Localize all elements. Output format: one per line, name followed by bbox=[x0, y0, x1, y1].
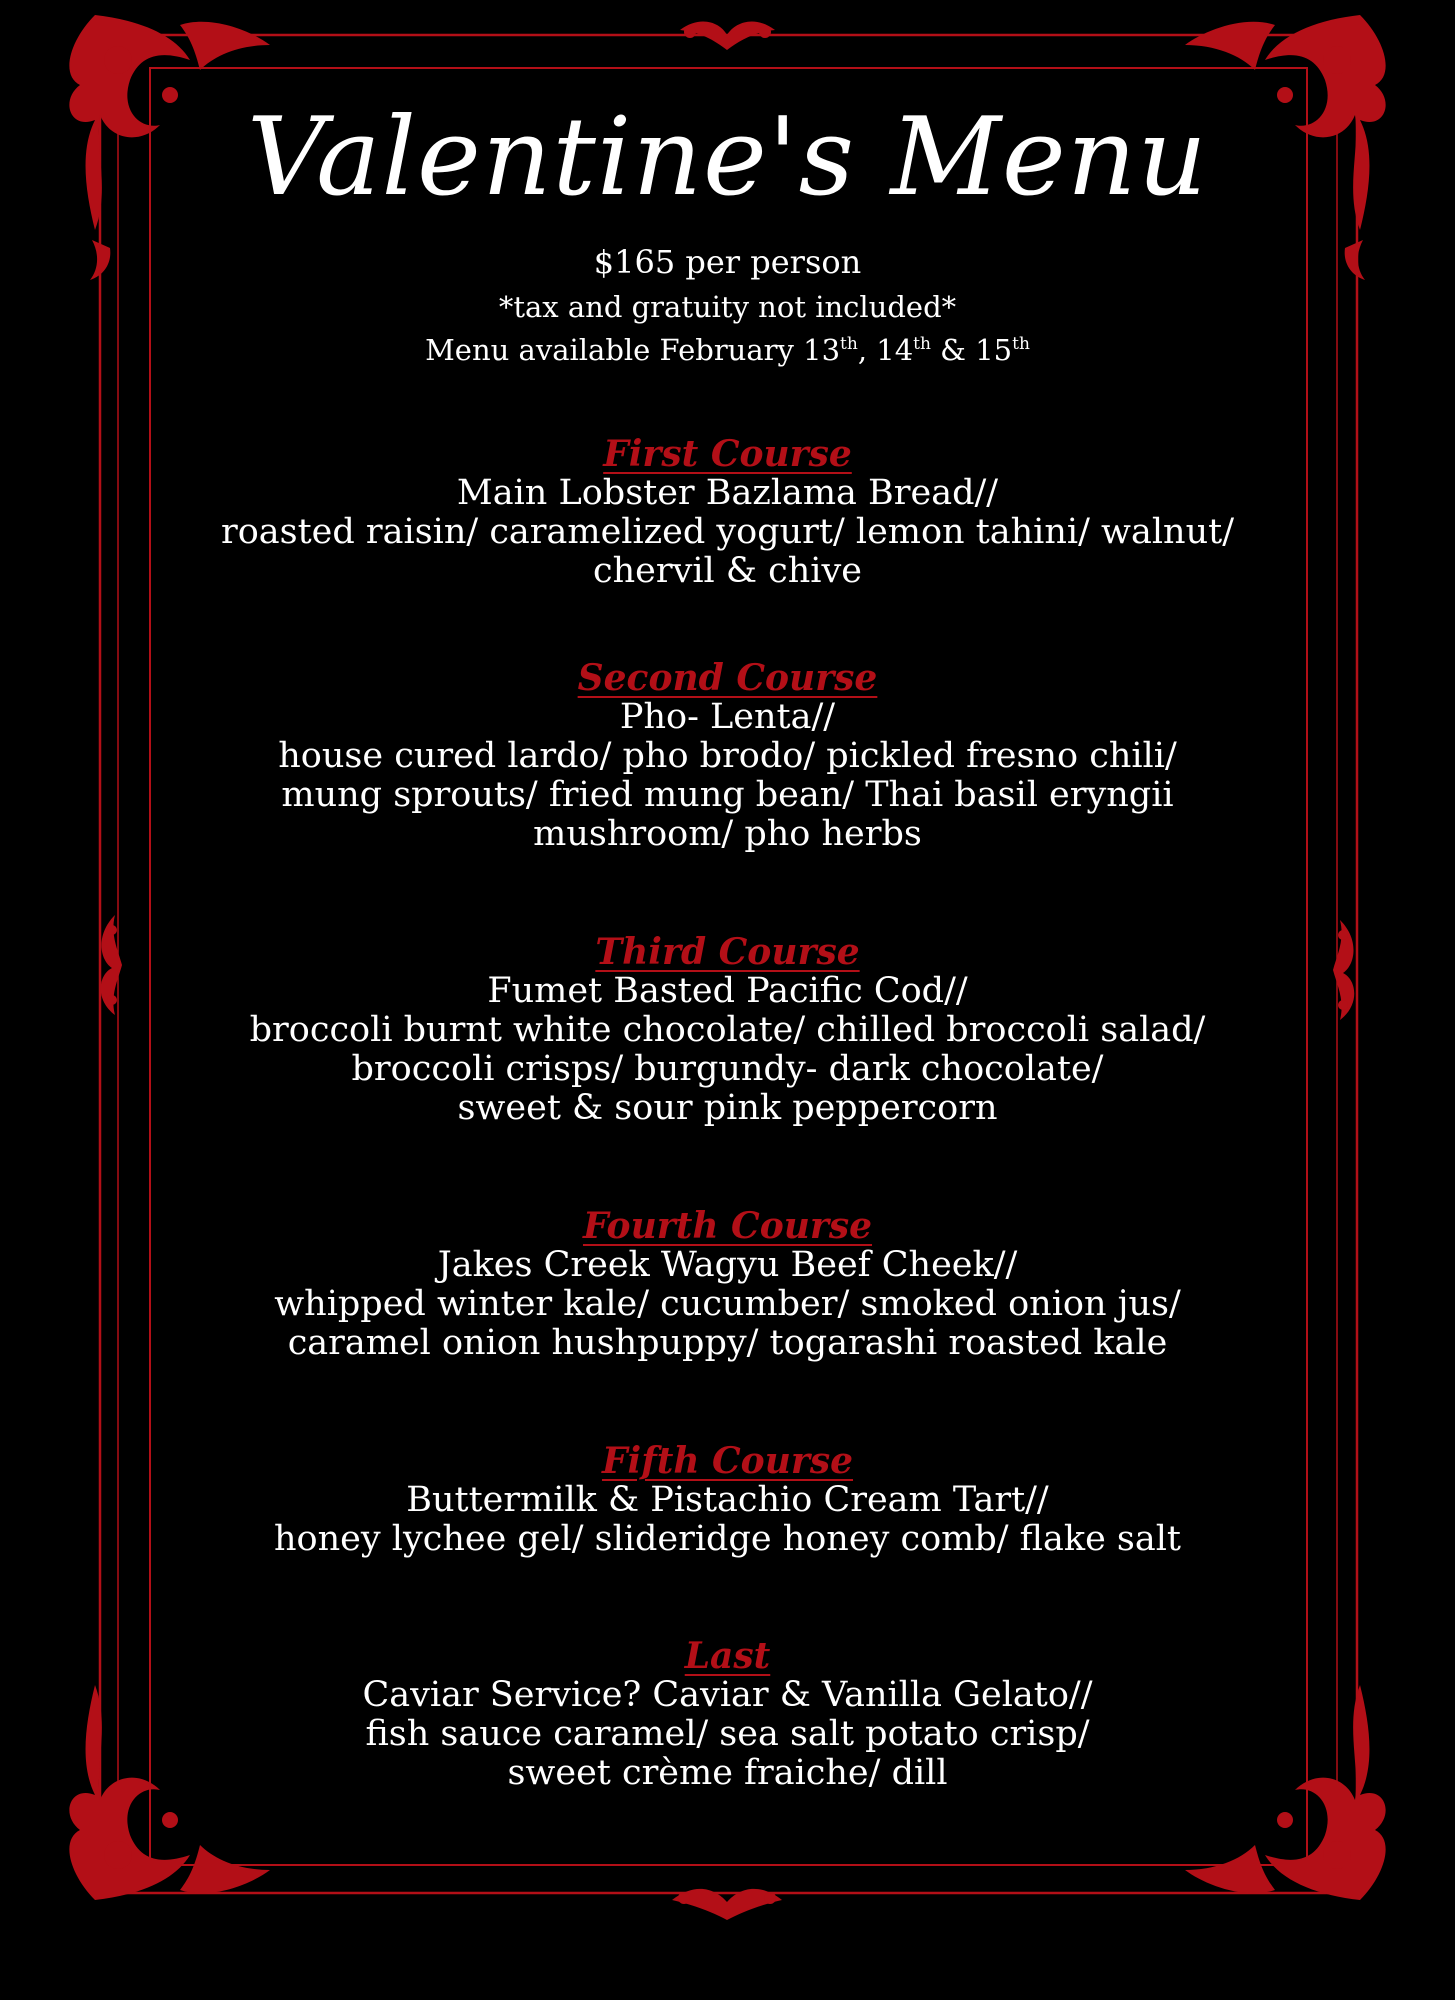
date-separator: , bbox=[857, 333, 877, 367]
course-fifth bbox=[150, 1441, 1305, 1559]
date-14: 14 bbox=[876, 333, 914, 367]
dish-detail: honey lychee gel/ slideridge honey comb/ flake salt bbox=[274, 1519, 1181, 1559]
dish-detail: mushroom/ pho herbs bbox=[533, 814, 922, 854]
dish-detail: roasted raisin/ caramelized yogurt/ lemon tahini/ walnut/ bbox=[220, 512, 1234, 552]
menu-title: Valentine's Menu bbox=[247, 95, 1208, 220]
menu-price: $165 per person bbox=[593, 243, 862, 281]
date-suffix: th bbox=[840, 334, 858, 354]
dish-detail: broccoli burnt white chocolate/ chilled broccoli salad/ bbox=[249, 1010, 1206, 1050]
course-heading: Last bbox=[684, 1635, 771, 1677]
dish-detail: whipped winter kale/ cucumber/ smoked onion jus/ bbox=[274, 1284, 1181, 1324]
dish-name: Fumet Basted Pacific Cod// bbox=[487, 971, 968, 1011]
dish-name: Jakes Creek Wagyu Beef Cheek// bbox=[437, 1245, 1018, 1285]
availability-prefix: Menu available February bbox=[425, 333, 804, 367]
course-heading: Fifth Course bbox=[601, 1440, 854, 1482]
course-first bbox=[150, 434, 1305, 591]
date-13: 13 bbox=[803, 333, 841, 367]
dish-detail: broccoli crisps/ burgundy- dark chocolate/ bbox=[351, 1049, 1104, 1089]
dish-detail: fish sauce caramel/ sea salt potato crisp/ bbox=[365, 1714, 1090, 1754]
date-separator: & bbox=[930, 333, 976, 367]
course-heading: Second Course bbox=[577, 657, 878, 699]
left-scroll-ornament-icon bbox=[101, 915, 122, 1015]
dish-name: Buttermilk & Pistachio Cream Tart// bbox=[406, 1480, 1049, 1520]
dish-detail: mung sprouts/ fried mung bean/ Thai basil eryngii bbox=[281, 775, 1174, 815]
top-scroll-ornament-icon bbox=[680, 22, 775, 50]
dish-name: Main Lobster Bazlama Bread// bbox=[456, 473, 999, 513]
date-15: 15 bbox=[975, 333, 1013, 367]
course-heading: Third Course bbox=[595, 931, 860, 973]
course-heading: Fourth Course bbox=[582, 1205, 873, 1247]
date-suffix: th bbox=[1012, 334, 1030, 354]
dish-detail: caramel onion hushpuppy/ togarashi roasted kale bbox=[287, 1323, 1168, 1363]
course-last bbox=[150, 1636, 1305, 1793]
dish-detail: sweet & sour pink peppercorn bbox=[457, 1088, 998, 1128]
tax-note: *tax and gratuity not included* bbox=[498, 290, 957, 324]
dish-detail: house cured lardo/ pho brodo/ pickled fresno chili/ bbox=[278, 736, 1177, 776]
course-third bbox=[150, 932, 1305, 1128]
availability-dates bbox=[150, 330, 1305, 370]
right-scroll-ornament-icon bbox=[1333, 920, 1354, 1020]
course-fourth bbox=[150, 1206, 1305, 1363]
date-suffix: th bbox=[913, 334, 931, 354]
dish-detail: chervil & chive bbox=[593, 551, 862, 591]
dish-name: Caviar Service? Caviar & Vanilla Gelato// bbox=[362, 1675, 1093, 1715]
dish-detail: sweet crème fraiche/ dill bbox=[507, 1753, 948, 1793]
dish-name: Pho- Lenta// bbox=[619, 697, 836, 737]
course-heading: First Course bbox=[603, 433, 852, 475]
course-second bbox=[150, 658, 1305, 854]
